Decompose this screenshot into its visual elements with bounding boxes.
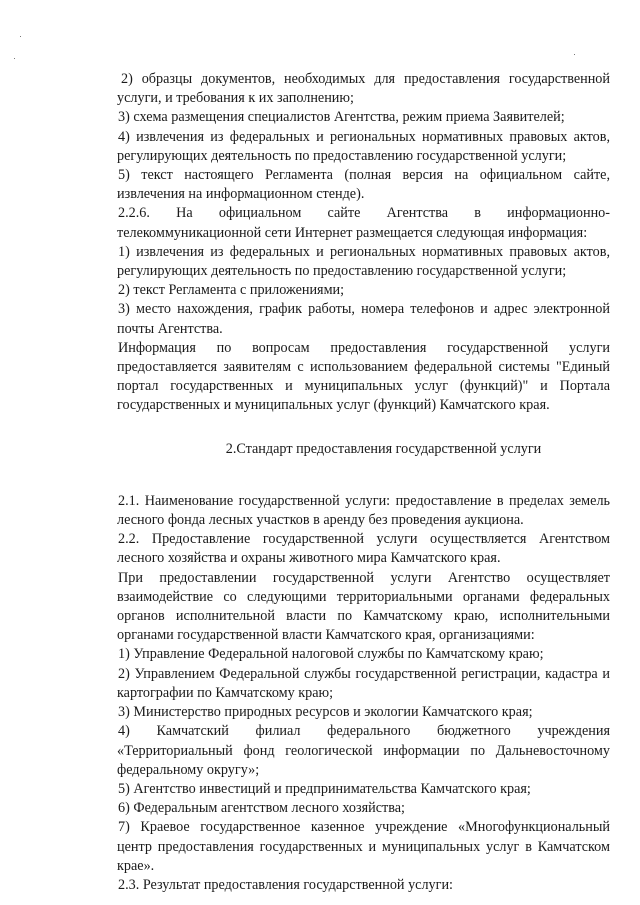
- paragraph: 4) извлечения из федеральных и региональных нормативных правовых актов, регулирующих деятельность по предоставлению государственной услуги;: [117, 128, 610, 164]
- paragraph: 2.3. Результат предоставления государственной услуги:: [118, 876, 453, 893]
- paragraph: 2.2. Предоставление государственной услуги осуществляется Агентством лесного хозяйства и охраны животного мира Камчатского края.: [117, 531, 610, 567]
- list-item: 4) Камчатский филиал федерального бюджетного учреждения «Территориальный фонд геологической информации по Дальневосточному федеральному округу»;: [117, 723, 610, 778]
- paragraphs-top: [117, 70, 610, 416]
- list-item: 5) Агентство инвестиций и предпринимательства Камчатского края;: [118, 780, 531, 797]
- document-page: [117, 70, 610, 895]
- scan-speck: [14, 58, 15, 59]
- paragraph: 3) схема размещения специалистов Агентства, режим приема Заявителей;: [118, 109, 565, 126]
- list-item: 3) Министерство природных ресурсов и экологии Камчатского края;: [118, 704, 533, 721]
- list-item: 1) Управление Федеральной налоговой службы по Камчатскому краю;: [118, 646, 544, 663]
- paragraph: При предоставлении государственной услуги Агентство осуществляет взаимодействие со следующими территориальными органами федеральных органов исполнительной власти по Камчатскому краю, исполнительными органами государственной власти Камчатского края, организациями:: [117, 569, 610, 644]
- list-item: 2) Управлением Федеральной службы государственной регистрации, кадастра и картографии по Камчатскому краю;: [117, 665, 610, 701]
- list-item: 7) Краевое государственное казенное учреждение «Многофункциональный центр предоставления государственных и муниципальных услуг в Камчатском крае».: [117, 819, 610, 874]
- paragraphs-bottom: [117, 492, 610, 895]
- paragraph: 2) текст Регламента с приложениями;: [118, 282, 345, 299]
- paragraph: 3) место нахождения, график работы, номера телефонов и адрес электронной почты Агентства.: [117, 301, 610, 337]
- paragraph: Информация по вопросам предоставления государственной услуги предоставляется заявителям с использованием федеральной системы "Единый портал государственных и муниципальных услуг (функций)" и Портала государственных и муниципальных услуг (функций) Камчатского края.: [117, 339, 610, 414]
- paragraph: 2.2.6. На официальном сайте Агентства в информационно-телекоммуникационной сети Интернет размещается следующая информация:: [117, 205, 610, 241]
- paragraph: 5) текст настоящего Регламента (полная версия на официальном сайте, извлечения на информационном стенде).: [117, 167, 610, 203]
- list-item: 6) Федеральным агентством лесного хозяйства;: [118, 800, 405, 817]
- section-heading: 2.Стандарт предоставления государственной услуги: [225, 440, 542, 457]
- scan-speck: [20, 36, 21, 37]
- paragraph: 1) извлечения из федеральных и региональных нормативных правовых актов, регулирующих деятельность по предоставлению государственной услуги;: [117, 243, 610, 280]
- scan-speck: [574, 54, 575, 55]
- paragraph: 2) образцы документов, необходимых для предоставления государственной услуги, и требования к их заполнению;: [117, 71, 610, 107]
- paragraph: 2.1. Наименование государственной услуги: предоставление в пределах земель лесного фонда лесных участков в аренду без проведения аукциона.: [117, 492, 610, 529]
